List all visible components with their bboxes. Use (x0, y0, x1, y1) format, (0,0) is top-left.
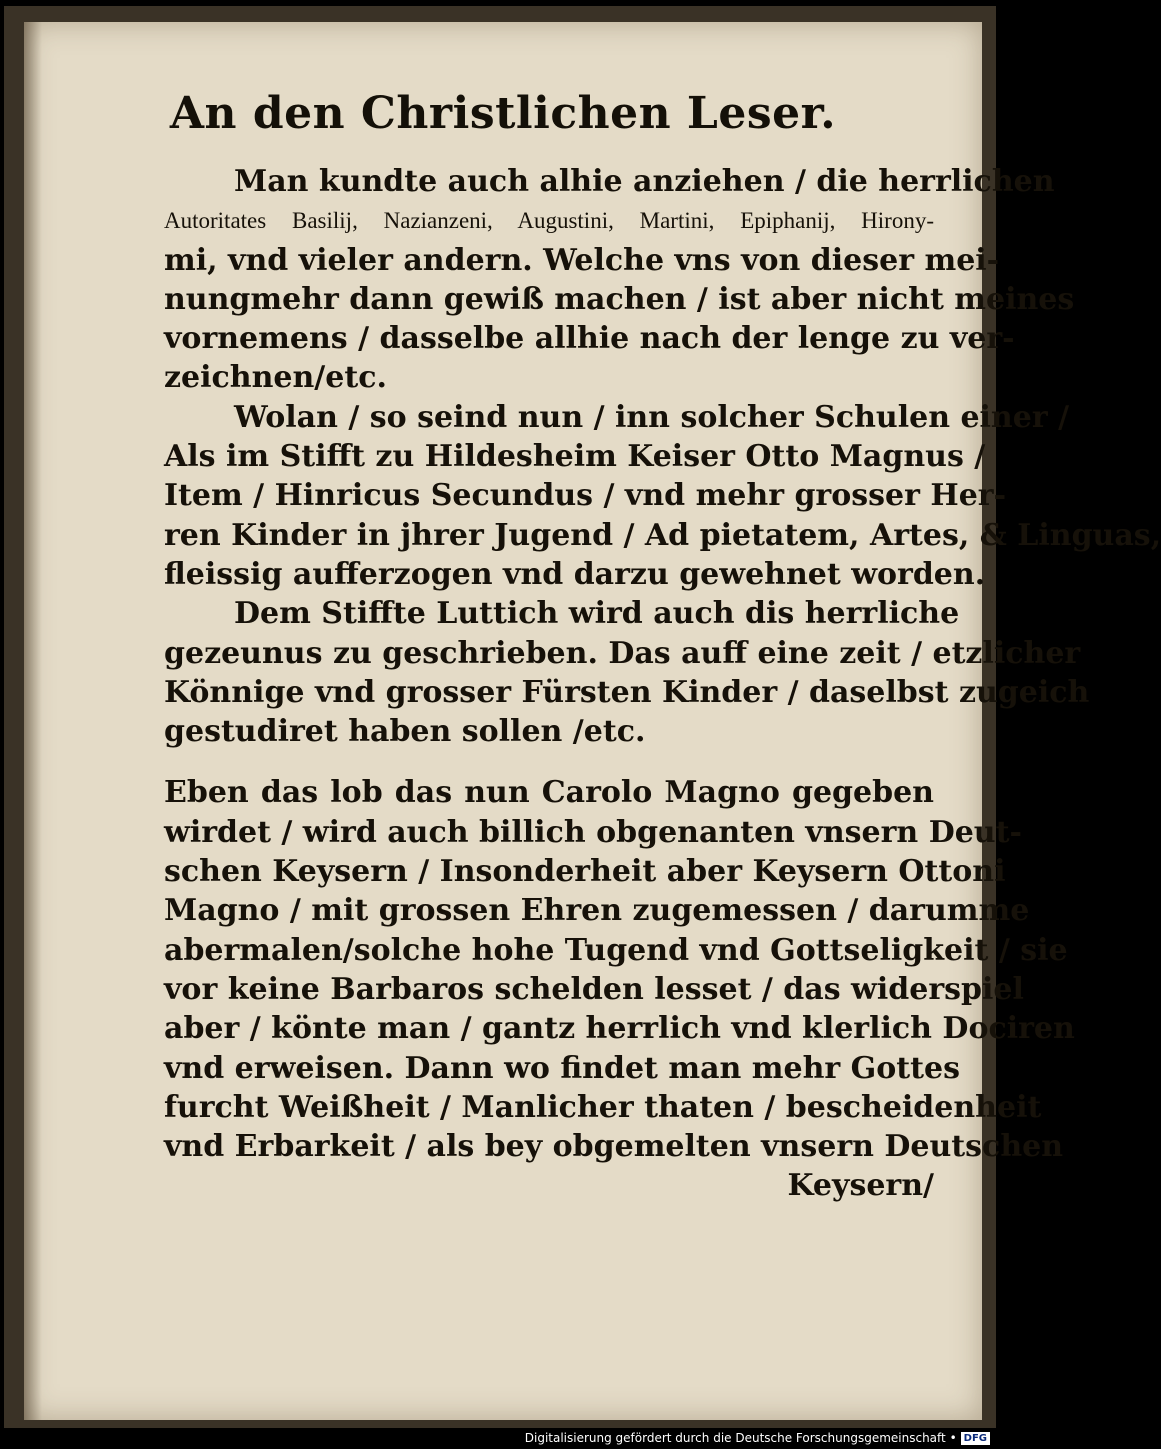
text-line: Könnige vnd grosser Fürsten Kinder / daselbst zugeich (164, 674, 1090, 710)
text-line: wirdet / wird auch billich obgenanten vnsern Deut- (164, 814, 1022, 850)
gutter-shadow (24, 22, 42, 1420)
text-block (164, 162, 1161, 1206)
text-line: Als im Stifft zu Hildesheim Keiser Otto Magnus / (164, 439, 986, 475)
text-line: gezeunus zu geschrieben. Das auff eine zeit / etzlicher (164, 635, 1081, 671)
text-line: vnd erweisen. Dann wo findet man mehr Gottes (164, 1050, 960, 1086)
text-line: Keysern/ (787, 1168, 934, 1204)
text-line: ren Kinder in jhrer Jugend / Ad pietatem, Artes, & Linguas, (164, 517, 1161, 553)
paragraph-gap (164, 751, 934, 773)
text-line: aber / könte man / gantz herrlich vnd klerlich Dociren (164, 1011, 1075, 1047)
text-line: gestudiret haben sollen /etc. (164, 714, 646, 750)
running-head: An den Christlichen Leser. (169, 88, 837, 139)
text-line: Autoritates Basilij, Nazianzeni, Augustini, Martini, Epiphanij, Hirony- (164, 208, 934, 234)
text-line: Item / Hinricus Secundus / vnd mehr grosser Her- (164, 478, 1007, 514)
text-line: furcht Weißheit / Manlicher thaten / bescheidenheit (164, 1089, 1042, 1125)
text-line: mi, vnd vieler andern. Welche vns von dieser mei- (164, 242, 1000, 278)
footer-credit-text: Digitalisierung gefördert durch die Deutsche Forschungsgemeinschaft • (524, 1431, 957, 1445)
text-line: vor keine Barbaros schelden lesset / das widerspiel (164, 971, 1024, 1007)
dfg-logo: DFG (961, 1432, 990, 1445)
text-line: Dem Stiffte Luttich wird auch dis herrliche (234, 596, 960, 632)
text-line: vnd Erbarkeit / als bey obgemelten vnsern Deutschen (164, 1129, 1064, 1165)
text-line: fleissig aufferzogen vnd darzu gewehnet worden. (164, 556, 986, 592)
text-line: zeichnen/etc. (164, 360, 387, 396)
text-line: Wolan / so seind nun / inn solcher Schulen einer / (234, 399, 1070, 435)
text-line: Man kundte auch alhie anziehen / die herrlichen (234, 164, 1055, 199)
text-line: abermalen/solche hohe Tugend vnd Gottseligkeit / sie (164, 932, 1068, 968)
text-line: vornemens / dasselbe allhie nach der lenge zu ver- (164, 321, 1015, 357)
footer-credit (525, 1429, 990, 1447)
text-line: nungmehr dann gewiß machen / ist aber nicht meines (164, 281, 1075, 317)
book-page (24, 22, 1161, 1420)
text-line: Magno / mit grossen Ehren zugemessen / darumme (164, 893, 1030, 929)
text-line: Eben das lob das nun Carolo Magno gegeben (164, 775, 934, 811)
text-line: schen Keysern / Insonderheit aber Keysern Ottoni (164, 854, 1006, 890)
